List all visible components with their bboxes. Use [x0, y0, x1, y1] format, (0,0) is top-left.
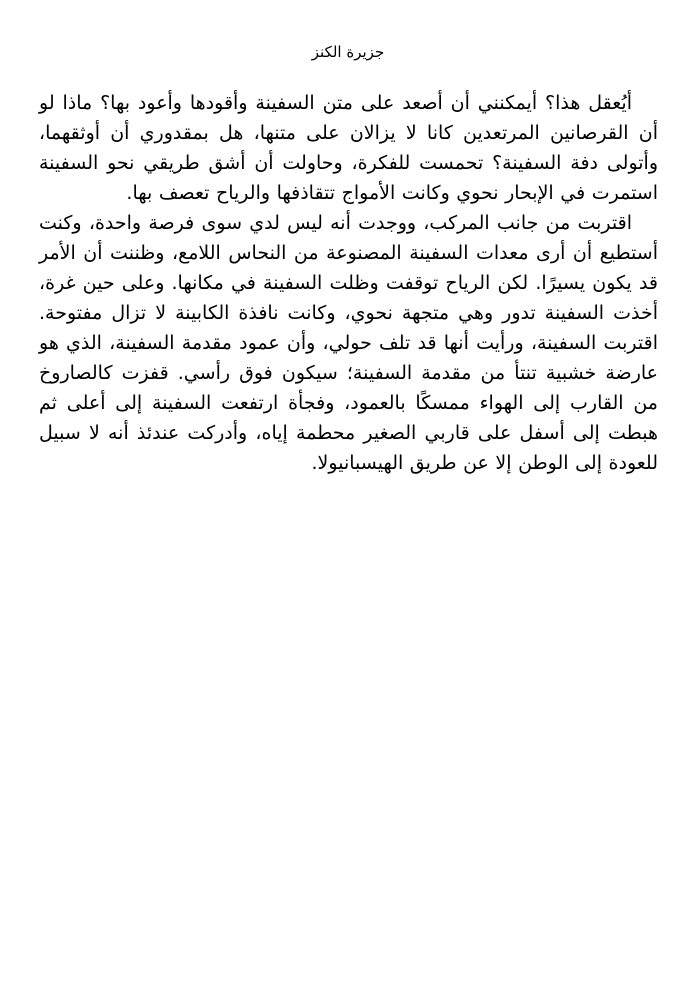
body-text	[39, 88, 658, 478]
page-title: جزيرة الكنز	[311, 43, 385, 61]
paragraph-1: أيُعقل هذا؟ أيمكنني أن أصعد على متن السفينة وأقودها وأعود بها؟ ماذا لو أن القرصانين المرتعدين كانا لا يزالان على متنها، هل بمقدوري أن أوثقهما، وأتولى دفة السفينة؟ تحمست للفكرة، وحاولت أن أشق طريقي نحو السفينة استمرت في الإبحار نحوي وكانت الأمواج تتقاذفها والرياح تعصف بها.	[39, 92, 658, 204]
paragraph-2: اقتربت من جانب المركب، ووجدت أنه ليس لدي سوى فرصة واحدة، وكنت أستطيع أن أرى معدات السفينة المصنوعة من النحاس اللامع، وظننت أن الأمر قد يكون يسيرًا. لكن الرياح توقفت وظلت السفينة في مكانها. وعلى حين غرة، أخذت السفينة تدور وهي متجهة نحوي، وكانت نافذة الكابينة لا تزال مفتوحة. اقتربت السفينة، ورأيت أنها قد تلف حولي، وأن عمود مقدمة السفينة، الذي هو عارضة خشبية تنتأ من مقدمة السفينة؛ سيكون فوق رأسي. قفزت كالصاروخ من القارب إلى الهواء ممسكًا بالعمود، وفجأة ارتفعت السفينة إلى أعلى ثم هبطت إلى أسفل على قاربي الصغير محطمة إياه، وأدركت عندئذ أنه لا سبيل للعودة إلى الوطن إلا عن طريق الهيسبانيولا.	[39, 212, 658, 474]
